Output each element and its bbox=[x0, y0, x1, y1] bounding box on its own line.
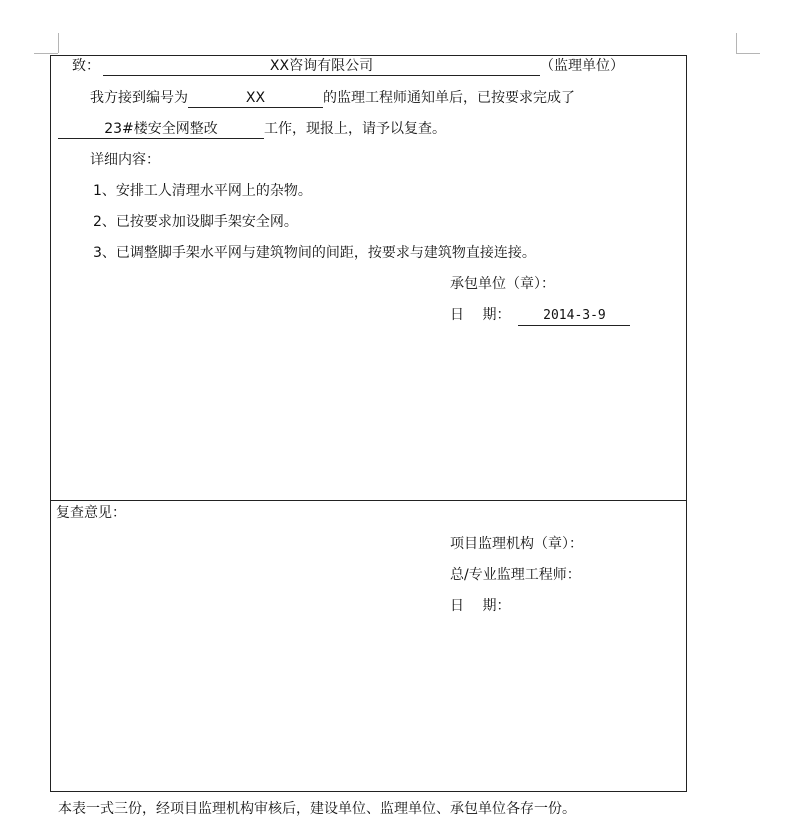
crop-mark-right-vertical bbox=[736, 33, 737, 53]
intro-line bbox=[90, 88, 575, 108]
detail-item-1: 1、安排工人清理水平网上的杂物。 bbox=[93, 183, 312, 199]
footer-note: 本表一式三份，经项目监理机构审核后，建设单位、监理单位、承包单位各存一份。 bbox=[58, 801, 576, 817]
work-item-field: 23#楼安全网整改 bbox=[58, 120, 264, 139]
contractor-seal-label: 承包单位（章）： bbox=[450, 276, 555, 292]
supervisor-name-field: XX咨询有限公司 bbox=[103, 57, 540, 76]
notice-date-field: 2014-3-9 bbox=[518, 307, 630, 326]
review-opinion-label: 复查意见： bbox=[56, 505, 126, 521]
intro-prefix: 我方接到编号为 bbox=[90, 90, 188, 106]
crop-mark-right-horizontal bbox=[736, 53, 760, 54]
detail-item-3: 3、已调整脚手架水平网与建筑物间的间距，按要求与建筑物直接连接。 bbox=[93, 245, 536, 261]
to-label: 致： bbox=[72, 58, 100, 74]
work-suffix: 工作，现报上，请予以复查。 bbox=[264, 121, 446, 137]
notice-date-line bbox=[450, 305, 630, 326]
notice-number-field: XX bbox=[188, 89, 323, 108]
crop-mark-left-horizontal bbox=[34, 53, 58, 54]
addressee-line bbox=[72, 56, 624, 76]
detail-item-2: 2、已按要求加设脚手架安全网。 bbox=[93, 214, 298, 230]
intro-suffix: 的监理工程师通知单后，已按要求完成了 bbox=[323, 90, 575, 106]
crop-mark-left-vertical bbox=[58, 33, 59, 53]
work-line bbox=[58, 119, 446, 139]
engineer-label: 总/专业监理工程师： bbox=[450, 567, 581, 583]
agency-seal-label: 项目监理机构（章）： bbox=[450, 536, 583, 552]
supervisor-suffix: （监理单位） bbox=[540, 58, 624, 74]
notice-date-label: 日 期： bbox=[450, 307, 511, 323]
review-date-label: 日 期： bbox=[450, 598, 511, 614]
details-label: 详细内容： bbox=[90, 152, 160, 168]
section-divider bbox=[50, 500, 687, 501]
